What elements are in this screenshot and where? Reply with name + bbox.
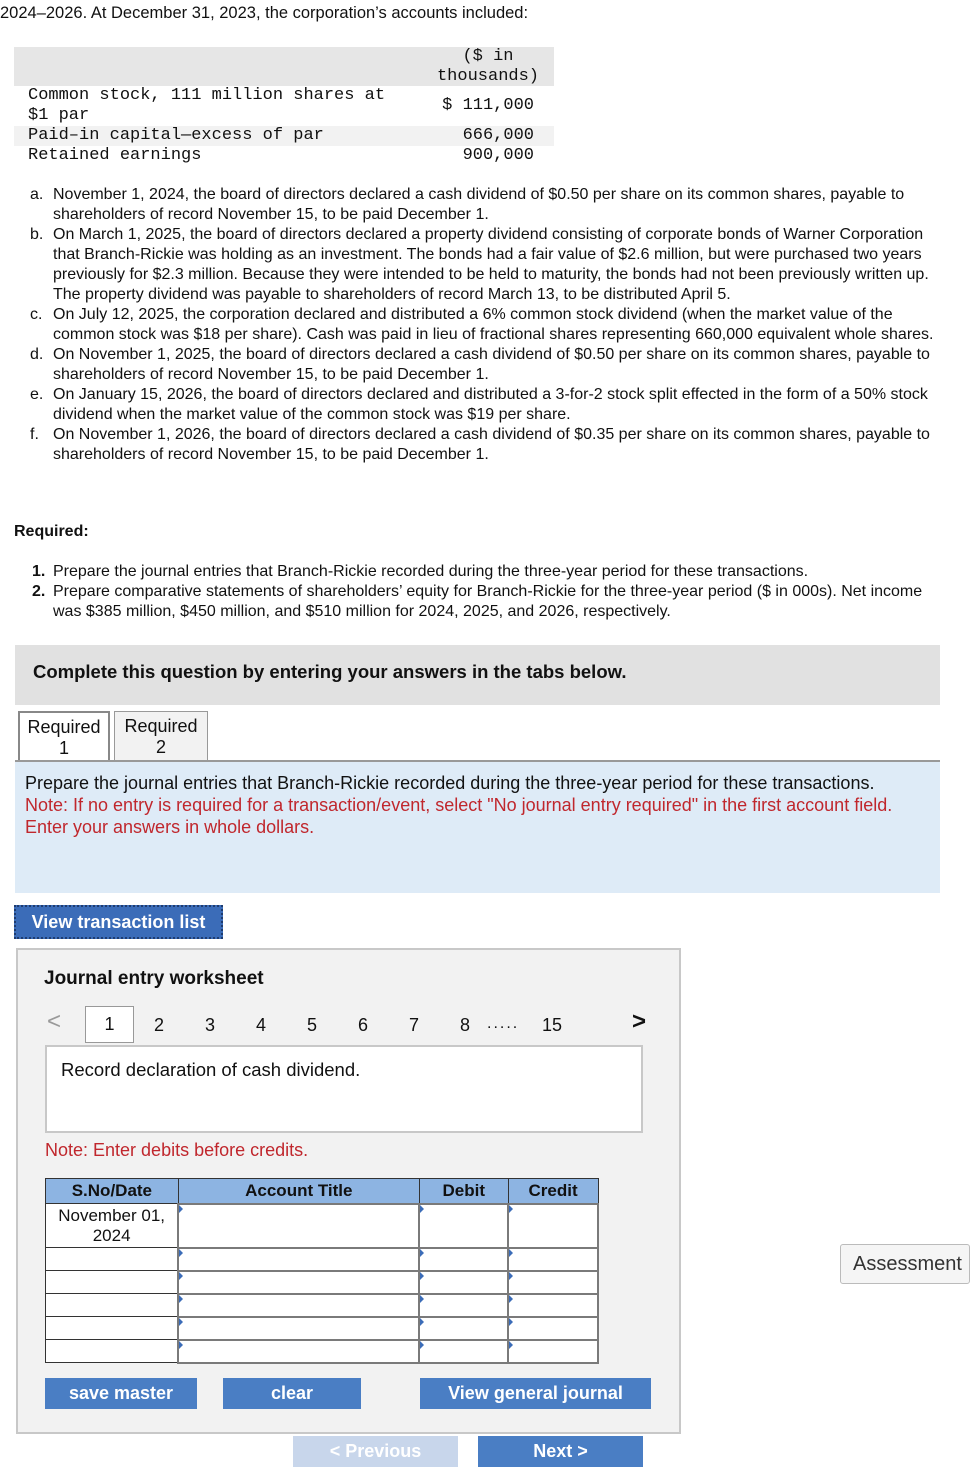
debit-field[interactable] <box>419 1340 508 1363</box>
pager-page-5[interactable]: 5 <box>307 1015 318 1035</box>
credit-field[interactable] <box>508 1317 598 1340</box>
col-header-account: Account Title <box>178 1179 419 1204</box>
transaction-item: d. On November 1, 2025, the board of directors declared a cash dividend of $0.50 per share on its common shares, payable to shareholders of record November 15, to be paid December 1. <box>30 346 930 383</box>
credit-field[interactable] <box>508 1204 598 1248</box>
pager-page-15[interactable]: 15 <box>542 1015 563 1035</box>
accounts-table-header: ($ in thousands) <box>14 47 554 86</box>
table-row <box>46 1340 599 1363</box>
tab-required-1[interactable]: Required 1 <box>18 711 110 761</box>
pager-page-3[interactable]: 3 <box>205 1015 216 1035</box>
transaction-item: b. On March 1, 2025, the board of directors declared a property dividend consisting of corporate bonds of Warner Corporation that Branch-Rickie was holding as an investment. The bonds had a fair value of $2.6 million, but were purchased two years previously for $2.3 million. Because they were intended to be held to maturity, the bonds had not been previously written up. The property dividend was payable to shareholders of record March 13, to be distributed April 5. <box>30 226 929 303</box>
worksheet-title: Journal entry worksheet <box>44 968 264 989</box>
clear-button[interactable]: clear <box>223 1378 361 1409</box>
next-button[interactable]: Next > <box>478 1436 643 1467</box>
col-header-credit: Credit <box>508 1179 598 1204</box>
journal-entry-table <box>45 1178 599 1364</box>
debit-field[interactable] <box>419 1204 508 1248</box>
transaction-item: c. On July 12, 2025, the corporation declared and distributed a 6% common stock dividend (when the market value of the common stock was $18 per share). Cash was paid in lieu of fractional shares representing 660,000 equivalent whole shares. <box>30 306 934 343</box>
required-heading: Required: <box>14 523 89 540</box>
tab-instructions: Prepare the journal entries that Branch-Rickie recorded during the three-year period for these transactions. Note: If no entry is required for a transaction/event, select "No journal entry required" in the first account field. Enter your answers in whole dollars. <box>15 762 940 893</box>
assessment-button[interactable]: Assessment <box>840 1244 970 1284</box>
pager-page-4[interactable]: 4 <box>256 1015 267 1035</box>
view-transaction-list-button[interactable]: View transaction list <box>14 905 223 939</box>
account-title-field[interactable] <box>178 1204 419 1248</box>
account-title-field[interactable] <box>178 1317 419 1340</box>
accounts-row-retained-earnings: Retained earnings 900,000 <box>28 146 534 165</box>
entry-date <box>46 1317 179 1340</box>
view-general-journal-button[interactable]: View general journal <box>420 1378 651 1409</box>
table-row <box>46 1294 599 1317</box>
transaction-item: f. On November 1, 2026, the board of directors declared a cash dividend of $0.35 per share on its common shares, payable to shareholders of record November 15, to be paid December 1. <box>30 426 930 463</box>
entry-date <box>46 1271 179 1294</box>
table-row <box>46 1271 599 1294</box>
pager-page-6[interactable]: 6 <box>358 1015 369 1035</box>
intro-text: 2024–2026. At December 31, 2023, the corporation’s accounts included: <box>0 4 529 22</box>
chevron-right-icon: > <box>577 1441 588 1461</box>
transaction-item: a. November 1, 2024, the board of directors declared a cash dividend of $0.50 per share on its common shares, payable to shareholders of record November 15, to be paid December 1. <box>30 186 905 223</box>
account-title-field[interactable] <box>178 1294 419 1317</box>
table-row <box>46 1204 599 1248</box>
accounts-table <box>14 47 554 167</box>
debits-note: Note: Enter debits before credits. <box>45 1140 309 1160</box>
account-title-field[interactable] <box>178 1271 419 1294</box>
required-item: 1. Prepare the journal entries that Branch-Rickie recorded during the three-year period for these transactions. <box>32 563 809 580</box>
tab-required-2[interactable]: Required 2 <box>114 711 208 761</box>
account-title-field[interactable] <box>178 1340 419 1363</box>
debit-field[interactable] <box>419 1271 508 1294</box>
credit-field[interactable] <box>508 1340 598 1363</box>
credit-field[interactable] <box>508 1294 598 1317</box>
instructions-banner: Complete this question by entering your answers in the tabs below. <box>15 645 940 705</box>
pager-ellipsis: ..... <box>487 1015 520 1032</box>
entry-date <box>46 1340 179 1363</box>
debit-field[interactable] <box>419 1294 508 1317</box>
credit-field[interactable] <box>508 1271 598 1294</box>
entry-date <box>46 1248 179 1271</box>
account-title-field[interactable] <box>178 1248 419 1271</box>
pager-page-1[interactable]: 1 <box>85 1006 134 1043</box>
col-header-debit: Debit <box>419 1179 508 1204</box>
table-row <box>46 1317 599 1340</box>
transaction-item: e. On January 15, 2026, the board of directors declared and distributed a 3-for-2 stock split effected in the form of a 50% stock dividend when the market value of the common stock was $19 per share. <box>30 386 928 423</box>
entry-prompt-box: Record declaration of cash dividend. <box>45 1045 643 1133</box>
transaction-list <box>30 185 945 465</box>
col-header-date: S.No/Date <box>46 1179 179 1204</box>
entry-date <box>46 1294 179 1317</box>
save-master-button[interactable]: save master <box>45 1378 197 1409</box>
accounts-row-common-stock: Common stock, 111 million shares at $1 par $ 111,000 <box>28 86 534 125</box>
debit-field[interactable] <box>419 1317 508 1340</box>
debit-field[interactable] <box>419 1248 508 1271</box>
chevron-left-icon: < <box>329 1441 341 1461</box>
pager-page-8[interactable]: 8 <box>460 1015 471 1035</box>
credit-field[interactable] <box>508 1248 598 1271</box>
entry-date: November 01, 2024 <box>46 1204 179 1248</box>
pager-page-7[interactable]: 7 <box>409 1015 420 1035</box>
accounts-row-paid-in-capital: Paid–in capital—excess of par 666,000 <box>14 126 554 146</box>
required-list <box>32 562 932 622</box>
pager-next-icon[interactable]: > <box>632 1008 647 1035</box>
previous-button[interactable]: < Previous <box>293 1436 458 1467</box>
pager-prev-icon[interactable]: < <box>47 1008 62 1035</box>
table-row <box>46 1248 599 1271</box>
required-item: 2. Prepare comparative statements of shareholders’ equity for Branch-Rickie for the three-year period ($ in 000s). Net income was $385 million, $450 million, and $510 million for 2024, 2025, and 2026, respectively. <box>32 583 923 620</box>
pager-page-2[interactable]: 2 <box>154 1015 165 1035</box>
